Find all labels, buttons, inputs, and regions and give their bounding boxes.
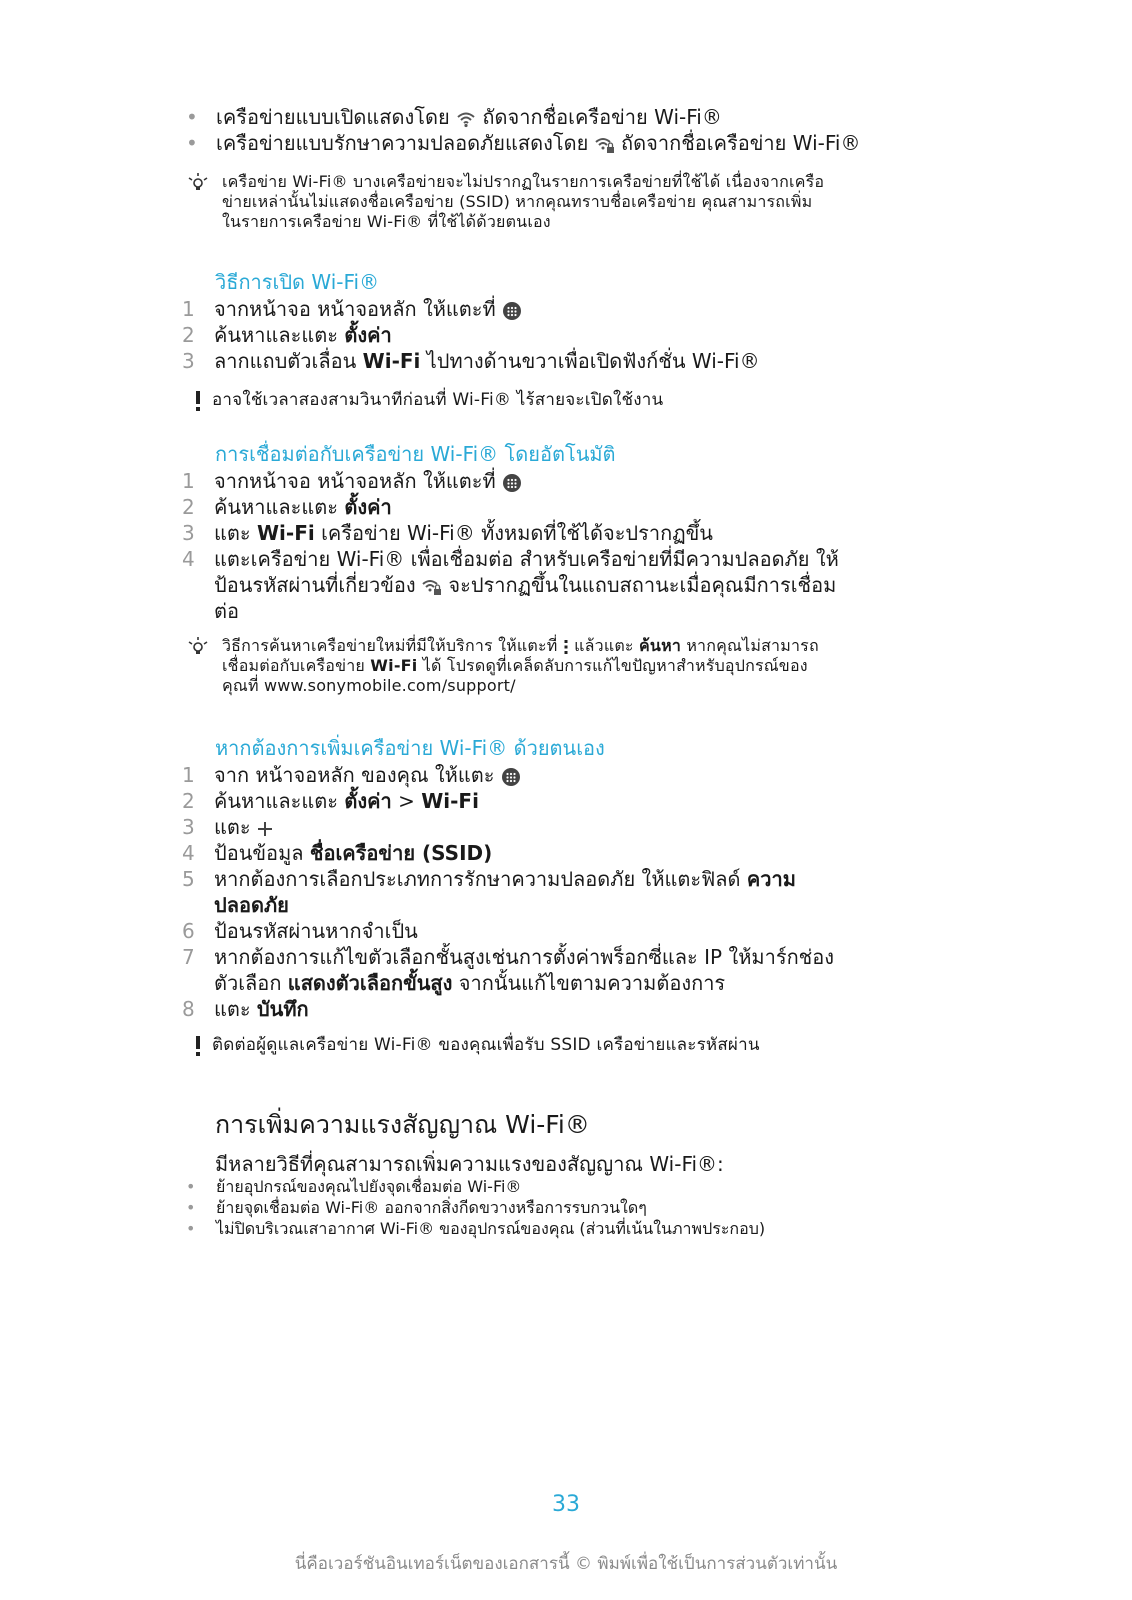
step-item: 7 หากต้องการแก้ไขตัวเลือกชั้นสูงเช่นการตั้งค่าพร็อกซี่และ IP ให้มาร์กช่อง ตัวเลือก แสดงตัวเลือกขั้นสูง จากนั้นแก้ไขตามความต้องการ [182, 945, 835, 995]
step-item: 1 จากหน้าจอ หน้าจอหลัก ให้แตะที่ [182, 468, 882, 494]
list-item: • เครือข่ายแบบรักษาความปลอดภัยแสดงโดย ถัดจากชื่อเครือข่าย Wi-Fi® [186, 131, 861, 155]
step-item: 2 ค้นหาและแตะ ตั้งค่า > Wi-Fi [182, 789, 479, 813]
step-item: 2 ค้นหาและแตะ ตั้งค่า [182, 323, 392, 347]
step-item: 6 ป้อนรหัสผ่านหากจำเป็น [182, 919, 418, 943]
wifi-secure-icon [422, 578, 442, 596]
section-title-add-network: หากต้องการเพิ่มเครือข่าย Wi-Fi® ด้วยตนเอง [215, 736, 605, 760]
list-item: • ไม่ปิดบริเวณเสาอากาศ Wi-Fi® ของอุปกรณ์ของคุณ (ส่วนที่เน้นในภาพประกอบ) [186, 1219, 766, 1238]
signal-tips-list [186, 1176, 765, 1239]
step-item: 8 แตะ บันทึก [182, 997, 309, 1021]
network-type-list [186, 104, 860, 156]
section-title-turn-on-wifi: วิธีการเปิด Wi-Fi® [215, 270, 380, 294]
wifi-secure-icon [595, 136, 615, 154]
step-item: 4 ป้อนข้อมูล ชื่อเครือข่าย (SSID) [182, 841, 493, 865]
plus-icon [257, 821, 273, 837]
apps-icon [501, 767, 521, 787]
apps-icon [502, 473, 522, 493]
section-intro: มีหลายวิธีที่คุณสามารถเพิ่มความแรงของสัญญาณ Wi-Fi®: [215, 1152, 724, 1176]
tip-note: เครือข่าย Wi-Fi® บางเครือข่ายจะไม่ปรากฏในรายการเครือข่ายที่ใช้ได้ เนื่องจากเครือ ข่ายเหล่านั้นไม่แสดงชื่อเครือข่าย (SSID) หากคุณทราบชื่อเครือข่าย คุณสามารถเพิ่ม ในรายการเครือข่าย Wi-Fi® ที่ใช้ได้ด้วยตนเอง [186, 172, 946, 232]
tip-bulb-icon [186, 636, 210, 658]
step-item: 3 แตะ Wi-Fi เครือข่าย Wi-Fi® ทั้งหมดที่ใช้ได้จะปรากฏขึ้น [182, 521, 713, 545]
tip-note: วิธีการค้นหาเครือข่ายใหม่ที่มีให้บริการ ให้แตะที่ แล้วแตะ ค้นหา หากคุณไม่สามารถ เชื่อมต่อกับเครือข่าย Wi-Fi ได้ โปรดดูที่เคล็ดลับการแก้ไขปัญหาสำหรับอุปกรณ์ของ คุณที่ www.sonymobile.com/support/ [186, 636, 946, 696]
warning-icon [186, 1035, 210, 1057]
step-item: 3 แตะ [182, 814, 902, 840]
steps-auto-connect [182, 468, 882, 624]
page-number: 33 [552, 1492, 580, 1517]
wifi-open-icon [456, 110, 476, 128]
step-item: 2 ค้นหาและแตะ ตั้งค่า [182, 495, 392, 519]
steps-turn-on-wifi [182, 296, 882, 374]
steps-add-network [182, 762, 902, 1022]
tip-bulb-icon [186, 172, 210, 194]
section-title-auto-connect: การเชื่อมต่อกับเครือข่าย Wi-Fi® โดยอัตโนมัติ [215, 442, 616, 466]
step-item: 1 จาก หน้าจอหลัก ของคุณ ให้แตะ [182, 762, 902, 788]
overflow-menu-icon [563, 639, 569, 655]
step-item: 5 หากต้องการเลือกประเภทการรักษาความปลอดภัย ให้แตะฟิลด์ ความ ปลอดภัย [182, 867, 796, 917]
step-item: 3 ลากแถบตัวเลื่อน Wi-Fi ไปทางด้านขวาเพื่อเปิดฟังก์ชั่น Wi-Fi® [182, 349, 760, 373]
step-item: 4 แตะเครือข่าย Wi-Fi® เพื่อเชื่อมต่อ สำหรับเครือข่ายที่มีความปลอดภัย ให้ ป้อนรหัสผ่านที่เกี่ยวข้อง จะปรากฏขึ้นในแถบสถานะเมื่อคุณมีการเชื่อม ต่อ [182, 547, 839, 623]
support-url: คุณที่ www.sonymobile.com/support/ [222, 676, 516, 695]
warning-icon [186, 390, 210, 412]
list-item: • เครือข่ายแบบเปิดแสดงโดย ถัดจากชื่อเครือข่าย Wi-Fi® [186, 105, 722, 129]
apps-icon [502, 301, 522, 321]
step-item: 1 จากหน้าจอ หน้าจอหลัก ให้แตะที่ [182, 296, 882, 322]
warning-note: ติดต่อผู้ดูแลเครือข่าย Wi-Fi® ของคุณเพื่อรับ SSID เครือข่ายและรหัสผ่าน [186, 1035, 946, 1055]
footer-note: นี่คือเวอร์ชันอินเทอร์เน็ตของเอกสารนี้ © พิมพ์เพื่อใช้เป็นการส่วนตัวเท่านั้น [294, 1554, 838, 1574]
section-heading-signal-strength: การเพิ่มความแรงสัญญาณ Wi-Fi® [215, 1110, 590, 1139]
list-item: • ย้ายอุปกรณ์ของคุณไปยังจุดเชื่อมต่อ Wi-Fi® [186, 1177, 522, 1196]
list-item: • ย้ายจุดเชื่อมต่อ Wi-Fi® ออกจากสิ่งกีดขวางหรือการรบกวนใดๆ [186, 1198, 647, 1217]
warning-note: อาจใช้เวลาสองสามวินาทีก่อนที่ Wi-Fi® ไร้สายจะเปิดใช้งาน [186, 390, 946, 410]
